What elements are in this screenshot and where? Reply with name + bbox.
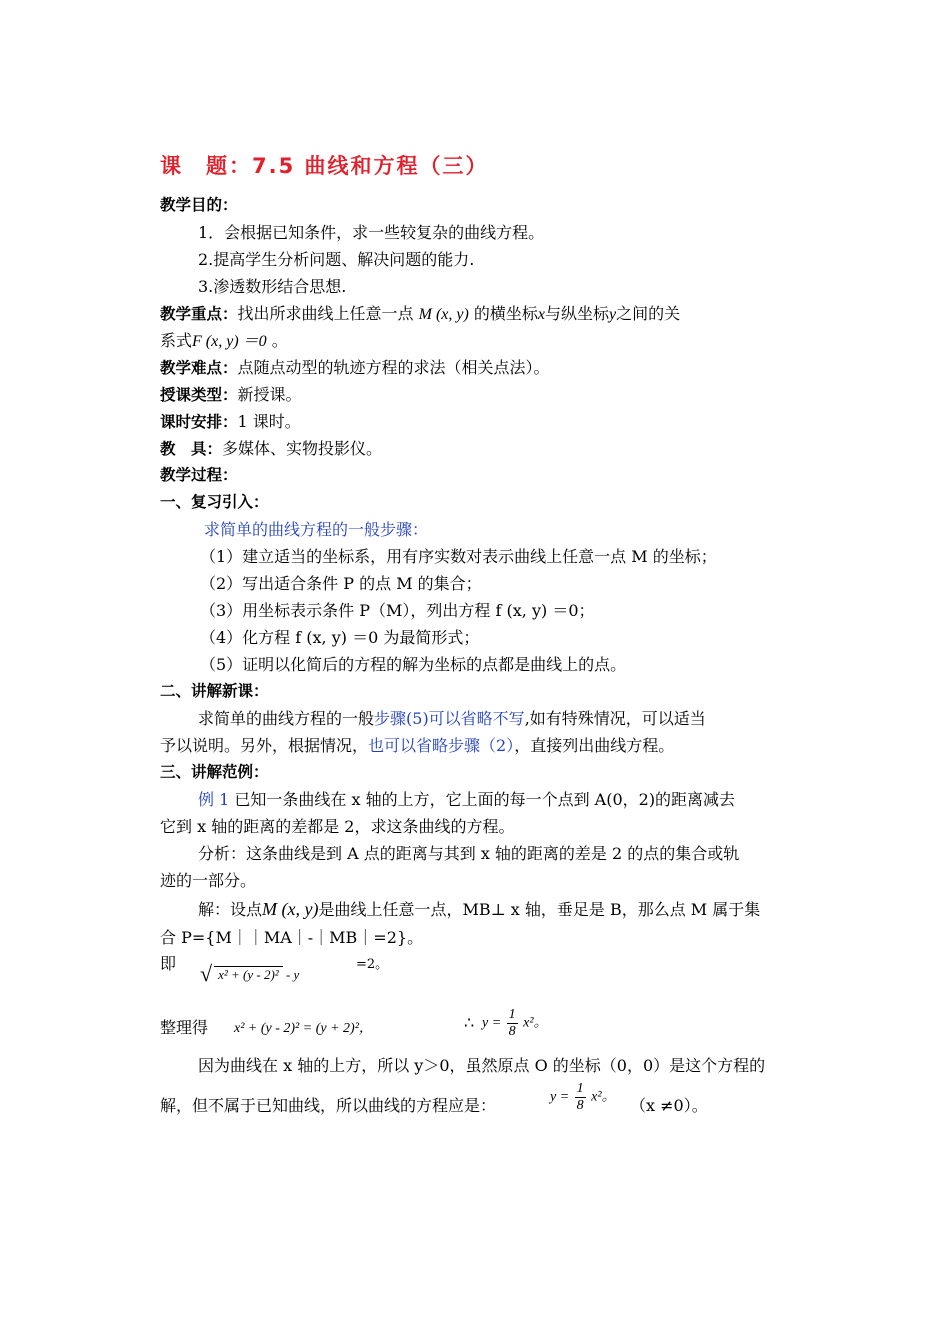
diff-text: 点随点动型的轨迹方程的求法（相关点法）。: [237, 358, 550, 377]
sqrt-body: x² + (y - 2)²: [214, 966, 283, 983]
goal-item: 1．会根据已知条件，求一些较复杂的曲线方程。: [198, 223, 545, 242]
analysis-line: 分析：这条曲线是到 A 点的距离与其到 x 轴的距离的差是 2 的点的集合或轨: [198, 844, 740, 863]
example-label: 例 1: [198, 790, 230, 809]
fraction-num: 1: [576, 1081, 584, 1096]
solution-text: 解：设点: [198, 900, 263, 919]
lesson-type: [160, 381, 800, 408]
zl-label: 整理得: [160, 1018, 209, 1037]
para-text: ,如有特殊情况，可以适当: [524, 709, 706, 728]
sqrt-expression: [200, 961, 299, 987]
section-heading: 一、复习引入：: [160, 493, 269, 511]
para-text: 予以说明。另外，根据情况，: [160, 736, 369, 755]
type-text: 新授课。: [237, 385, 302, 404]
lesson-time: [160, 408, 800, 435]
step-item: （2）写出适合条件 P 的点 M 的集合；: [200, 574, 482, 593]
example-line: [160, 786, 800, 813]
sqrt-equation-row: [160, 951, 800, 1007]
ji-label: 即: [160, 954, 177, 973]
section-heading: 三、讲解范例：: [160, 763, 269, 781]
review-intro: 求简单的曲线方程的一般步骤：: [204, 520, 429, 539]
key-point-math: M (x, y): [418, 306, 469, 323]
highlight-text: 也可以省略步骤（2）: [368, 736, 515, 755]
tools-text: 多媒体、实物投影仪。: [222, 439, 383, 458]
highlight-text: 步骤(5)可以省略不写: [374, 709, 525, 728]
para-text: ，直接列出曲线方程。: [514, 736, 675, 755]
fraction: [575, 1081, 586, 1114]
conclusion-line: 因为曲线在 x 轴的上方，所以 y＞0，虽然原点 O 的坐标（0，0）是这个方程的: [198, 1056, 766, 1075]
key-text: 之间的关: [616, 304, 681, 323]
key-equation: F (x, y) ＝0: [192, 333, 267, 350]
final-x2: x²。: [591, 1089, 616, 1105]
goal-item: 3.渗透数形结合思想.: [198, 277, 347, 296]
key-points: [160, 300, 800, 327]
goal-item: 2.提高学生分析问题、解决问题的能力.: [198, 250, 475, 269]
key-x-math: x: [537, 306, 546, 323]
section-heading: 二、讲解新课：: [160, 682, 269, 700]
simplified-eq: x² + (y - 2)² = (y + 2)²，: [234, 1021, 373, 1036]
key-text: 系式: [160, 331, 193, 350]
process-heading: 教学过程：: [160, 466, 238, 484]
example-line: 它到 x 轴的距离的差都是 2，求这条曲线的方程。: [160, 817, 515, 836]
key-text: 与纵坐标: [545, 304, 610, 323]
conclusion-text: 解，但不属于已知曲线，所以曲线的方程应是：: [160, 1096, 497, 1115]
key-text: 的横坐标: [473, 304, 538, 323]
new-lesson-para-cont: [160, 732, 800, 759]
conclusion-line: [160, 1081, 800, 1125]
conclusion-tail: （x ≠0）。: [630, 1096, 708, 1115]
solution-line: 合 P={M｜｜MA｜-｜MB｜=2}。: [160, 928, 424, 947]
fraction-den: 8: [576, 1098, 584, 1113]
fraction-num: 1: [508, 1007, 516, 1022]
result-equation: [482, 1007, 548, 1040]
para-text: 求简单的曲线方程的一般: [198, 709, 375, 728]
eq-result: =2。: [356, 957, 389, 972]
tools-label: 教 具：: [160, 440, 223, 458]
solution-line: [160, 894, 800, 924]
simplified-equation-row: [160, 1007, 800, 1051]
key-y-math: y: [609, 306, 617, 323]
teaching-tools: [160, 435, 800, 462]
final-equation: [550, 1081, 616, 1114]
sqrt-icon: √: [200, 961, 213, 986]
key-text: 。: [271, 331, 288, 350]
solution-text: 是曲线上任意一点，MB⊥ x 轴，垂足是 B，那么点 M 属于集: [318, 900, 761, 919]
goals-heading: 教学目的：: [160, 196, 238, 214]
time-label: 课时安排：: [160, 413, 238, 431]
sqrt-tail: - y: [285, 967, 300, 982]
type-label: 授课类型：: [160, 386, 238, 404]
result-y: y =: [482, 1015, 502, 1031]
key-text: 找出所求曲线上任意一点: [237, 304, 414, 323]
fraction: [507, 1007, 518, 1040]
diff-label: 教学难点：: [160, 359, 238, 377]
step-item: （1）建立适当的坐标系，用有序实数对表示曲线上任意一点 M 的坐标；: [200, 547, 717, 566]
fraction-den: 8: [508, 1024, 516, 1039]
step-item: （4）化方程 f (x, y) ＝0 为最简形式；: [200, 628, 480, 647]
key-points-cont: [160, 327, 800, 354]
example-text: 已知一条曲线在 x 轴的上方，它上面的每一个点到 A(0，2)的距离减去: [234, 790, 736, 809]
therefore-icon: ∴: [464, 1013, 475, 1032]
key-label: 教学重点：: [160, 305, 238, 323]
new-lesson-para: [160, 705, 800, 732]
step-item: （5）证明以化简后的方程的解为坐标的点都是曲线上的点。: [200, 655, 627, 674]
document-page: [160, 150, 800, 1125]
solution-point-math: M (x, y): [262, 899, 319, 919]
result-x2: x²。: [523, 1015, 548, 1031]
analysis-line: 迹的一部分。: [160, 871, 257, 890]
final-y: y =: [550, 1089, 570, 1105]
step-item: （3）用坐标表示条件 P（M），列出方程 f (x, y) ＝0；: [200, 601, 595, 620]
difficult-points: [160, 354, 800, 381]
page-title: 课 题：7.5 曲线和方程（三）: [160, 154, 489, 178]
time-text: 1 课时。: [237, 412, 301, 431]
